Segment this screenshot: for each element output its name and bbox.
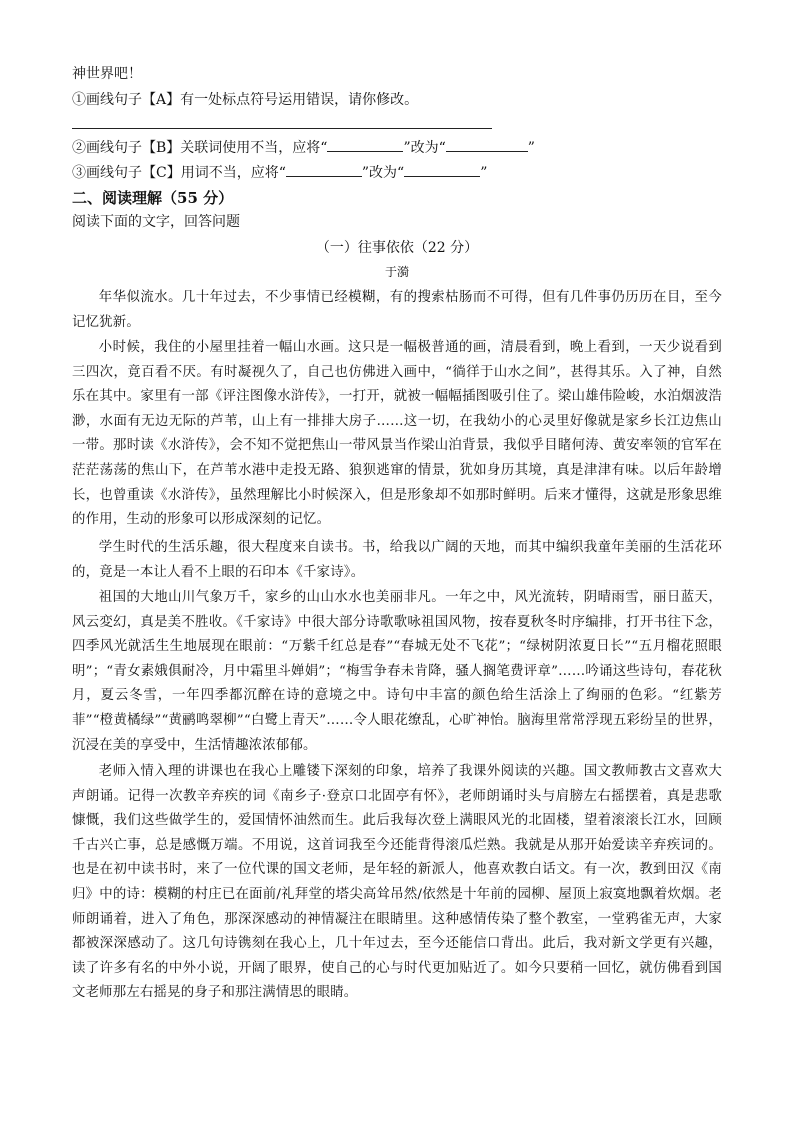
paragraph-3: 学生时代的生活乐趣，很大程度来自读书。书，给我以广阔的天地，而其中编织我童年美丽的生活花环的，竟是一本让人看不上眼的石印本《千家诗》。	[72, 540, 722, 580]
paragraph-5: 老师入情入理的讲课也在我心上雕镂下深刻的印象，培养了我课外阅读的兴趣。国文教师教古文喜欢大声朗诵。记得一次教辛弃疾的词《南乡子·登京口北固亭有怀》，老师朗诵时头与肩膀左右摇摆着，真是悲歌慷慨，我们这些做学生的，爱国情怀油然而生。此后我每次登上满眼风光的北固楼，望着滚滚长江水，回顾千古兴亡事，总是感慨万端。不用说，这首词我至今还能背得滚瓜烂熟。我就是从那开始爱读辛弃疾词的。也是在初中读书时，来了一位代课的国文老师，是年轻的新派人，他喜欢教白话文。有一次，教到田汉《南归》中的诗：模糊的村庄已在面前/礼拜堂的塔尖高耸吊然/依然是十年前的园柳、屋顶上寂寞地飘着炊烟。老师朗诵着，进入了角色，那深深感动的神情凝注在眼睛里。这种感情传染了整个教室，一堂鸦雀无声，大家都被深深感动了。这几句诗镌刻在我心上，几十年过去，至今还能信口背出。此后，我对新文学更有兴趣，读了许多有名的中外小说，开阔了眼界，使自己的心与时代更加贴近了。如今只要稍一回忆，就仿佛看到国文老师那左右摇晃的身子和那注满情思的眼睛。	[72, 764, 722, 1001]
question-2	[72, 138, 535, 158]
answer-blank-3a[interactable]	[286, 163, 362, 177]
answer-blank-2a[interactable]	[327, 138, 403, 152]
paragraph-4: 祖国的大地山川气象万千，家乡的山山水水也美丽非凡。一年之中，风光流转，阴晴雨雪，丽日蓝天，风云変幻，真是美不胜收。《千家诗》中很大部分诗歌歌咏祖国风物，按春夏秋冬时序编排，打开书往下念，四季风光就活生生地展现在眼前：“万紫千红总是春”“春城无处不飞花”；“绿树阴浓夏日长”“五月榴花照眼明”；“青女素娥俱耐冷，月中霜里斗婵娟”；“梅雪争春未肯降，骚人搁笔费评章”……吟诵这些诗句，春花秋月，夏云冬雪，一年四季都沉醉在诗的意境之中。诗句中丰富的颜色给生活涂上了绚丽的色彩。“红紫芳菲”“橙黄橘绿”“黄鹂鸣翠柳”“白鹭上青天”……令人眼花缭乱，心旷神怡。脑海里常常浮现五彩纷呈的世界，沉浸在美的享受中，生活情趣浓浓郁郁。	[72, 590, 722, 753]
article-author: 于漪	[384, 265, 409, 279]
question-1: ①画线句子【A】有一处标点符号运用错误，请你修改。	[72, 92, 419, 108]
paragraph-1: 年华似流水。几十年过去，不少事情已经模糊，有的搜索枯肠而不可得，但有几件事仍历历在目，至今记忆犹新。	[72, 290, 722, 330]
question-3-mid: ”改为“	[361, 165, 405, 181]
question-3	[72, 163, 487, 183]
article-title: （一）往事依依（22 分）	[315, 240, 479, 256]
section-instruction: 阅读下面的文字，回答问题	[72, 214, 240, 230]
answer-blank-3b[interactable]	[404, 163, 480, 177]
question-3-prefix: ③画线句子【C】用词不当，应将“	[72, 165, 286, 181]
answer-line-1[interactable]	[72, 128, 492, 129]
question-3-suffix: ”	[480, 165, 488, 181]
answer-blank-2b[interactable]	[446, 138, 528, 152]
question-2-prefix: ②画线句子【B】关联词使用不当，应将“	[72, 140, 328, 156]
paragraph-2: 小时候，我住的小屋里挂着一幅山水画。这只是一幅极普通的画，清晨看到，晚上看到，一天少说看到三四次，竟百看不厌。有时凝视久了，自己也仿佛进入画中，“徜徉于山水之间”，甚得其乐。入了神，自然乐在其中。家里有一部《评注图像水浒传》，一打开，就被一幅幅插图吸引住了。梁山雄伟险峻，水泊烟波浩渺，水面有无边无际的芦苇，山上有一排排大房子……这一切，在我幼小的心灵里好像就是家乡长江边焦山一带。那时读《水浒传》，会不知不觉把焦山一带风景当作梁山泊背景，我似乎目睹何涛、黄安率领的官军在茫茫荡荡的焦山下，在芦苇水港中走投无路、狼狈逃窜的情景，犹如身历其境，真是津津有味。以后年龄增长，也曾重读《水浒传》，虽然理解比小时候深入，但是形象却不如那时鲜明。后来才懂得，这就是形象思维的作用，生动的形象可以形成深刻的记忆。	[72, 340, 722, 528]
previous-passage-tail: 神世界吧！	[72, 66, 142, 82]
section-title: 二、阅读理解（55 分）	[72, 189, 234, 207]
question-2-suffix: ”	[527, 140, 535, 156]
question-2-mid: ”改为“	[403, 140, 446, 156]
